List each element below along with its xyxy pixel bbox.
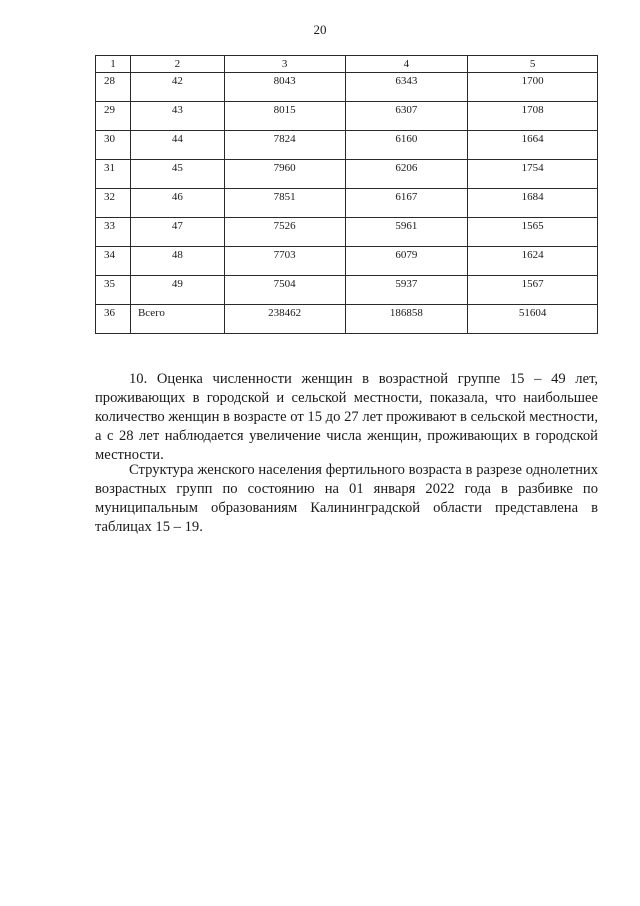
table-cell-col-3: 8015 (224, 102, 345, 131)
table-cell-col-1: 33 (96, 218, 131, 247)
table-cell-col-2: 42 (130, 73, 224, 102)
table-row (96, 247, 598, 276)
table-row (96, 276, 598, 305)
table-cell-col-3: 7703 (224, 247, 345, 276)
header-cell-3: 3 (224, 56, 345, 73)
table-cell-col-2: 49 (130, 276, 224, 305)
paragraph-1-block (95, 370, 598, 465)
table-row (96, 131, 598, 160)
paragraph-2-block (95, 461, 598, 537)
table-cell-col-3: 7526 (224, 218, 345, 247)
table-cell-col-5: 1708 (468, 102, 598, 131)
table-cell-col-1: 36 (96, 305, 131, 334)
header-cell-1: 1 (96, 56, 131, 73)
table-cell-col-3: 238462 (224, 305, 345, 334)
page-number: 20 (313, 22, 327, 37)
table-cell-col-4: 6206 (345, 160, 468, 189)
table-cell-col-3: 7851 (224, 189, 345, 218)
table-cell-col-3: 7960 (224, 160, 345, 189)
table-cell-col-5: 1684 (468, 189, 598, 218)
table-cell-col-2: Всего (130, 305, 224, 334)
table-cell-col-2: 46 (130, 189, 224, 218)
table-cell-col-5: 1700 (468, 73, 598, 102)
table-cell-col-4: 5961 (345, 218, 468, 247)
table-cell-col-1: 31 (96, 160, 131, 189)
table-row (96, 160, 598, 189)
table-row (96, 305, 598, 334)
table-cell-col-4: 186858 (345, 305, 468, 334)
table-cell-col-5: 1754 (468, 160, 598, 189)
paragraph-2: Структура женского населения фертильного возраста в разрезе однолетних возрастных групп по состоянию на 01 января 2022 года в разбивке по муниципальным образованиям Калининградской области представлена в таблицах 15 – 19. (95, 462, 598, 535)
table-cell-col-3: 7824 (224, 131, 345, 160)
table-cell-col-1: 29 (96, 102, 131, 131)
population-table (95, 55, 598, 334)
table-row (96, 73, 598, 102)
paragraph-1: 10. Оценка численности женщин в возрастной группе 15 – 49 лет, проживающих в городской и сельской местности, показала, что наибольшее количество женщин в возрасте от 15 до 27 лет проживают в сельской местности, а с 28 лет наблюдается увеличение числа женщин, проживающих в городской местности. (95, 371, 598, 463)
table-body (96, 73, 598, 334)
table-row (96, 189, 598, 218)
header-row (96, 56, 598, 73)
header-cell-5: 5 (468, 56, 598, 73)
table-cell-col-3: 7504 (224, 276, 345, 305)
table-cell-col-1: 30 (96, 131, 131, 160)
header-cell-2: 2 (130, 56, 224, 73)
table-cell-col-5: 1624 (468, 247, 598, 276)
table-cell-col-4: 6167 (345, 189, 468, 218)
table-cell-col-4: 6160 (345, 131, 468, 160)
table-cell-col-4: 6079 (345, 247, 468, 276)
table-cell-col-3: 8043 (224, 73, 345, 102)
table-cell-col-4: 6343 (345, 73, 468, 102)
table-cell-col-4: 5937 (345, 276, 468, 305)
table-header (96, 56, 598, 73)
table-cell-col-5: 1567 (468, 276, 598, 305)
table-row (96, 102, 598, 131)
table-cell-col-5: 51604 (468, 305, 598, 334)
table-cell-col-5: 1664 (468, 131, 598, 160)
table-row (96, 218, 598, 247)
header-cell-4: 4 (345, 56, 468, 73)
table-cell-col-2: 43 (130, 102, 224, 131)
table-cell-col-5: 1565 (468, 218, 598, 247)
table-cell-col-1: 34 (96, 247, 131, 276)
table-cell-col-2: 47 (130, 218, 224, 247)
table-cell-col-2: 44 (130, 131, 224, 160)
table-cell-col-1: 28 (96, 73, 131, 102)
table-cell-col-1: 32 (96, 189, 131, 218)
table-cell-col-2: 48 (130, 247, 224, 276)
table-cell-col-2: 45 (130, 160, 224, 189)
table-cell-col-1: 35 (96, 276, 131, 305)
table-cell-col-4: 6307 (345, 102, 468, 131)
